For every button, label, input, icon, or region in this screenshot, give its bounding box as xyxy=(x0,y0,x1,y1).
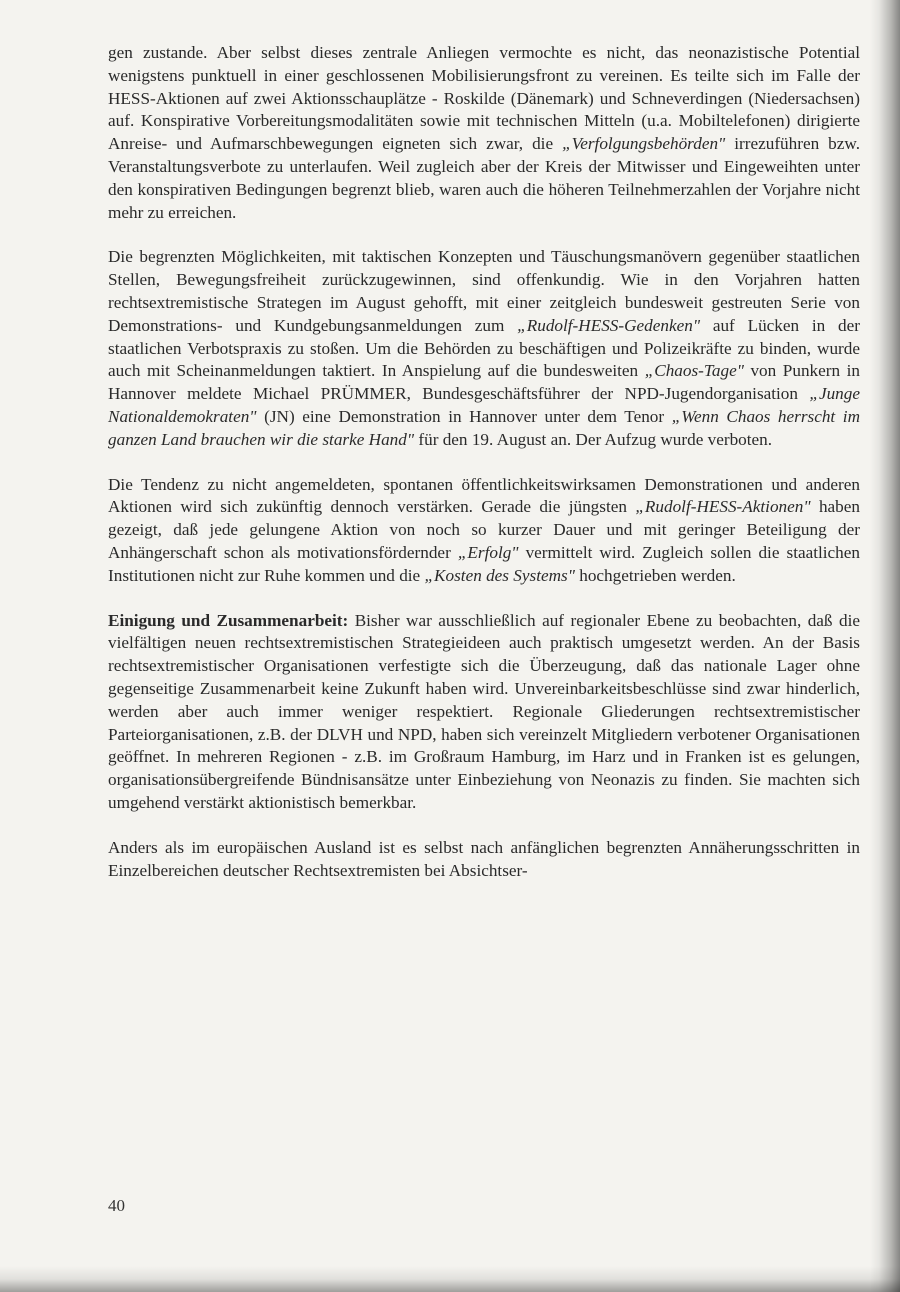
text-run: gen zustande. Aber selbst dieses zentrale Anliegen vermochte es nicht, das neonazistische Potential wenigstens punktuell in einer geschlossenen Mobilisierungsfront zu vereinen. Es teilte sich im Falle der HESS-Aktionen auf zwei Aktionsschauplätze - Roskilde (Dänemark) und Schneverdingen (Niedersachsen) auf. Konspirative Vorbereitungsmodalitäten sowie mit technischen Mitteln (u.a. Mobiltelefonen) dirigierte Anreise- und Aufmarschbewegungen eigneten sich zwar, die xyxy=(108,43,860,154)
text-run: Anders als im europäischen Ausland ist es selbst nach anfänglichen begrenzten Annäherungsschritten in Einzelbereichen deutscher Rechtsextremisten bei Absichtser- xyxy=(108,837,860,880)
quoted-term: „Kosten des Systems" xyxy=(424,565,575,585)
text-run: Bisher war ausschließlich auf regionaler Ebene zu beobachten, daß die vielfältigen neuen rechtsextremistischen Strategieideen auch praktisch umgesetzt werden. An der Basis rechtsextremistischer Organisationen verfestigte sich die Überzeugung, daß das nationale Lager ohne gegenseitige Zusammenarbeit keine Zukunft haben wird. Unvereinbarkeitsbeschlüsse sind zwar hinderlich, werden aber auch immer weniger respektiert. Regionale Gliederungen rechtsextremistischer Parteiorganisationen, z.B. der DLVH und NPD, haben sich vereinzelt Mitgliedern verbotener Organisationen geöffnet. In mehreren Regionen - z.B. im Großraum Hamburg, im Harz und in Franken ist es gelungen, organisationsübergreifende Bündnisansätze unter Einbeziehung von Neonazis zu finden. Sie machten sich umgehend verstärkt aktionistisch bemerkbar. xyxy=(108,610,860,812)
text-run: auf Lücken in der staatlichen Verbotspraxis zu stoßen. Um die Behörden zu beschäftigen und Polizeikräfte zu binden, wurde auch mit Scheinanmeldungen taktiert. In Anspielung auf die bundesweiten xyxy=(108,315,860,381)
text-run: haben gezeigt, daß jede gelungene Aktion von noch so kurzer Dauer und mit geringer Beteiligung der Anhängerschaft schon als motivationsfördernder xyxy=(108,497,860,562)
quoted-term: „Rudolf-HESS-Aktionen" xyxy=(635,497,811,517)
text-run: hochgetrieben werden. xyxy=(574,565,736,585)
quoted-term: „Junge Nationaldemokraten" xyxy=(108,384,860,426)
text-run: von Punkern in Hannover meldete Michael PRÜMMER, Bundesgeschäftsführer der NPD-Jugendorganisation xyxy=(108,361,860,404)
text-run: Die Tendenz zu nicht angemeldeten, spontanen öffentlichkeitswirksamen Demonstrationen und anderen Aktionen wird sich zukünftig dennoch verstärken. Gerade die jüngsten xyxy=(108,474,860,517)
quoted-term: „Erfolg" xyxy=(457,542,519,562)
quoted-term: „Chaos-Tage" xyxy=(644,361,744,381)
page-number: 40 xyxy=(108,1196,125,1215)
quoted-term: „Wenn Chaos herrscht im ganzen Land brauchen wir die starke Hand" xyxy=(108,406,860,449)
paragraph xyxy=(108,610,860,815)
text-run: für den 19. August an. Der Aufzug wurde verboten. xyxy=(414,429,773,449)
text-run: vermittelt wird. Zugleich sollen die staatlichen Institutionen nicht zur Ruhe kommen und die xyxy=(108,542,860,585)
quoted-term: „Verfolgungsbehörden" xyxy=(562,134,726,154)
bottom-edge-shadow xyxy=(0,1266,900,1292)
section-heading: Einigung und Zusammenarbeit: xyxy=(108,610,349,630)
paragraph xyxy=(108,42,860,224)
quoted-term: „Rudolf-HESS-Gedenken" xyxy=(517,315,701,335)
paragraph xyxy=(108,837,860,883)
binding-shadow xyxy=(870,0,900,1292)
text-run: Die begrenzten Möglichkeiten, mit taktischen Konzepten und Täuschungsmanövern gegenüber staatlichen Stellen, Bewegungsfreiheit zurückzugewinnen, sind offenkundig. Wie in den Vorjahren hatten rechtsextremistische Strategen im August gehofft, mit einer zeitgleich bundesweit gestreuten Serie von Demonstrations- und Kundgebungsanmeldungen zum xyxy=(108,247,860,335)
text-run: irrezuführen bzw. Veranstaltungsverbote zu unterlaufen. Weil zugleich aber der Kreis der Mitwisser und Eingeweihten unter den konspirativen Bedingungen begrenzt blieb, waren auch die höheren Teilnehmerzahlen der Vorjahre nicht mehr zu erreichen. xyxy=(108,134,860,222)
text-run: (JN) eine Demonstration in Hannover unter dem Tenor xyxy=(256,406,672,426)
paragraph xyxy=(108,246,860,451)
body-text xyxy=(108,42,860,904)
paragraph xyxy=(108,474,860,588)
